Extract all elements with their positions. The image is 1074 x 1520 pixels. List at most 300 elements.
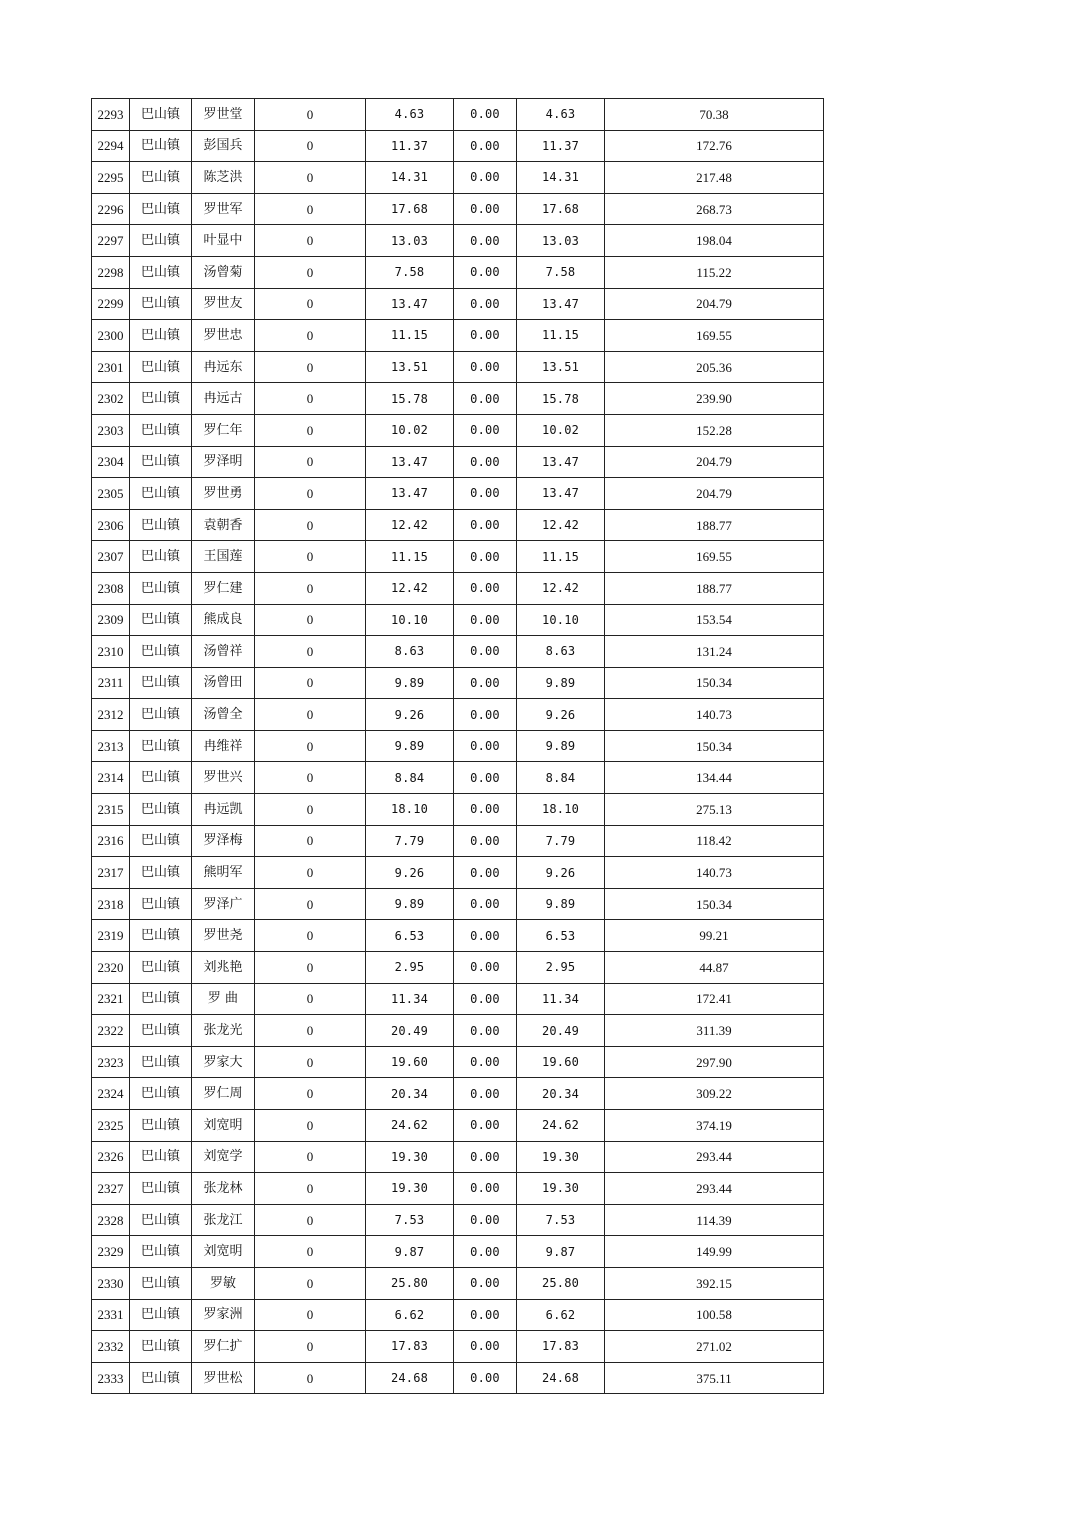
count-cell: 0 [255,762,366,794]
count-cell: 0 [255,1173,366,1205]
area-cell: 13.47 [366,288,454,320]
row-number-cell: 2300 [92,320,130,352]
net-area-cell: 17.83 [517,1331,605,1363]
name-cell: 冉远凯 [192,794,255,826]
count-cell: 0 [255,1046,366,1078]
row-number-cell: 2295 [92,162,130,194]
table-row [92,1299,824,1331]
amount-cell: 309.22 [605,1078,824,1110]
count-cell: 0 [255,193,366,225]
table-row [92,952,824,984]
net-area-cell: 11.34 [517,983,605,1015]
town-cell: 巴山镇 [130,604,192,636]
area-cell: 6.53 [366,920,454,952]
row-number-cell: 2330 [92,1267,130,1299]
area-cell: 6.62 [366,1299,454,1331]
town-cell: 巴山镇 [130,730,192,762]
amount-cell: 169.55 [605,541,824,573]
area-cell: 11.15 [366,320,454,352]
area-cell: 9.89 [366,730,454,762]
deduction-cell: 0.00 [454,99,517,131]
table-row [92,1331,824,1363]
name-cell: 冉远古 [192,383,255,415]
deduction-cell: 0.00 [454,162,517,194]
area-cell: 25.80 [366,1267,454,1299]
count-cell: 0 [255,1110,366,1142]
amount-cell: 297.90 [605,1046,824,1078]
count-cell: 0 [255,983,366,1015]
row-number-cell: 2294 [92,130,130,162]
name-cell: 熊成良 [192,604,255,636]
amount-cell: 150.34 [605,730,824,762]
deduction-cell: 0.00 [454,983,517,1015]
deduction-cell: 0.00 [454,1362,517,1394]
area-cell: 4.63 [366,99,454,131]
count-cell: 0 [255,636,366,668]
town-cell: 巴山镇 [130,256,192,288]
deduction-cell: 0.00 [454,383,517,415]
deduction-cell: 0.00 [454,888,517,920]
area-cell: 7.53 [366,1204,454,1236]
area-cell: 10.10 [366,604,454,636]
data-table [91,98,824,1394]
count-cell: 0 [255,604,366,636]
area-cell: 10.02 [366,414,454,446]
amount-cell: 150.34 [605,888,824,920]
table-row [92,825,824,857]
deduction-cell: 0.00 [454,636,517,668]
town-cell: 巴山镇 [130,130,192,162]
row-number-cell: 2313 [92,730,130,762]
net-area-cell: 2.95 [517,952,605,984]
name-cell: 罗世兴 [192,762,255,794]
town-cell: 巴山镇 [130,952,192,984]
amount-cell: 100.58 [605,1299,824,1331]
row-number-cell: 2304 [92,446,130,478]
name-cell: 罗仁年 [192,414,255,446]
count-cell: 0 [255,1362,366,1394]
name-cell: 张龙光 [192,1015,255,1047]
town-cell: 巴山镇 [130,1015,192,1047]
area-cell: 7.58 [366,256,454,288]
table-row [92,225,824,257]
area-cell: 13.47 [366,478,454,510]
amount-cell: 239.90 [605,383,824,415]
name-cell: 罗敏 [192,1267,255,1299]
table-row [92,572,824,604]
area-cell: 19.30 [366,1141,454,1173]
deduction-cell: 0.00 [454,193,517,225]
name-cell: 汤曾全 [192,699,255,731]
name-cell: 刘宽学 [192,1141,255,1173]
table-row [92,1267,824,1299]
name-cell: 罗泽广 [192,888,255,920]
net-area-cell: 9.26 [517,857,605,889]
amount-cell: 172.76 [605,130,824,162]
area-cell: 19.30 [366,1173,454,1205]
area-cell: 13.03 [366,225,454,257]
name-cell: 陈芝洪 [192,162,255,194]
count-cell: 0 [255,1015,366,1047]
town-cell: 巴山镇 [130,1362,192,1394]
town-cell: 巴山镇 [130,225,192,257]
deduction-cell: 0.00 [454,825,517,857]
table-row [92,920,824,952]
amount-cell: 172.41 [605,983,824,1015]
table-row [92,351,824,383]
name-cell: 罗世松 [192,1362,255,1394]
count-cell: 0 [255,730,366,762]
name-cell: 汤曾菊 [192,256,255,288]
amount-cell: 204.79 [605,288,824,320]
amount-cell: 188.77 [605,572,824,604]
count-cell: 0 [255,667,366,699]
count-cell: 0 [255,572,366,604]
table-row [92,383,824,415]
amount-cell: 44.87 [605,952,824,984]
net-area-cell: 9.89 [517,888,605,920]
area-cell: 19.60 [366,1046,454,1078]
net-area-cell: 7.79 [517,825,605,857]
name-cell: 罗世尧 [192,920,255,952]
name-cell: 罗世友 [192,288,255,320]
deduction-cell: 0.00 [454,952,517,984]
town-cell: 巴山镇 [130,1236,192,1268]
town-cell: 巴山镇 [130,1110,192,1142]
table-row [92,857,824,889]
table-body [92,99,824,1394]
deduction-cell: 0.00 [454,762,517,794]
name-cell: 张龙江 [192,1204,255,1236]
count-cell: 0 [255,99,366,131]
net-area-cell: 20.49 [517,1015,605,1047]
name-cell: 汤曾田 [192,667,255,699]
deduction-cell: 0.00 [454,351,517,383]
deduction-cell: 0.00 [454,1236,517,1268]
deduction-cell: 0.00 [454,857,517,889]
net-area-cell: 14.31 [517,162,605,194]
net-area-cell: 25.80 [517,1267,605,1299]
row-number-cell: 2326 [92,1141,130,1173]
deduction-cell: 0.00 [454,509,517,541]
table-row [92,478,824,510]
deduction-cell: 0.00 [454,288,517,320]
amount-cell: 188.77 [605,509,824,541]
amount-cell: 150.34 [605,667,824,699]
row-number-cell: 2322 [92,1015,130,1047]
area-cell: 7.79 [366,825,454,857]
net-area-cell: 7.53 [517,1204,605,1236]
net-area-cell: 6.53 [517,920,605,952]
area-cell: 17.68 [366,193,454,225]
net-area-cell: 17.68 [517,193,605,225]
name-cell: 罗仁周 [192,1078,255,1110]
deduction-cell: 0.00 [454,1204,517,1236]
net-area-cell: 19.30 [517,1141,605,1173]
area-cell: 11.15 [366,541,454,573]
count-cell: 0 [255,509,366,541]
amount-cell: 140.73 [605,857,824,889]
count-cell: 0 [255,351,366,383]
net-area-cell: 13.03 [517,225,605,257]
net-area-cell: 10.10 [517,604,605,636]
table-row [92,162,824,194]
deduction-cell: 0.00 [454,1046,517,1078]
area-cell: 17.83 [366,1331,454,1363]
count-cell: 0 [255,1331,366,1363]
table-row [92,636,824,668]
area-cell: 11.37 [366,130,454,162]
net-area-cell: 11.15 [517,541,605,573]
area-cell: 2.95 [366,952,454,984]
amount-cell: 153.54 [605,604,824,636]
net-area-cell: 7.58 [517,256,605,288]
amount-cell: 204.79 [605,478,824,510]
count-cell: 0 [255,288,366,320]
deduction-cell: 0.00 [454,446,517,478]
name-cell: 袁朝香 [192,509,255,541]
name-cell: 熊明军 [192,857,255,889]
amount-cell: 149.99 [605,1236,824,1268]
amount-cell: 205.36 [605,351,824,383]
row-number-cell: 2302 [92,383,130,415]
town-cell: 巴山镇 [130,1267,192,1299]
table-row [92,1362,824,1394]
table-row [92,446,824,478]
table-row [92,1141,824,1173]
amount-cell: 99.21 [605,920,824,952]
net-area-cell: 11.37 [517,130,605,162]
name-cell: 罗世堂 [192,99,255,131]
count-cell: 0 [255,857,366,889]
town-cell: 巴山镇 [130,857,192,889]
count-cell: 0 [255,414,366,446]
amount-cell: 204.79 [605,446,824,478]
amount-cell: 375.11 [605,1362,824,1394]
deduction-cell: 0.00 [454,1015,517,1047]
town-cell: 巴山镇 [130,1141,192,1173]
amount-cell: 374.19 [605,1110,824,1142]
deduction-cell: 0.00 [454,572,517,604]
deduction-cell: 0.00 [454,730,517,762]
amount-cell: 115.22 [605,256,824,288]
row-number-cell: 2308 [92,572,130,604]
town-cell: 巴山镇 [130,825,192,857]
amount-cell: 275.13 [605,794,824,826]
deduction-cell: 0.00 [454,541,517,573]
row-number-cell: 2321 [92,983,130,1015]
area-cell: 11.34 [366,983,454,1015]
count-cell: 0 [255,1078,366,1110]
area-cell: 13.51 [366,351,454,383]
town-cell: 巴山镇 [130,193,192,225]
town-cell: 巴山镇 [130,509,192,541]
amount-cell: 70.38 [605,99,824,131]
row-number-cell: 2311 [92,667,130,699]
area-cell: 14.31 [366,162,454,194]
table-row [92,699,824,731]
name-cell: 冉维祥 [192,730,255,762]
area-cell: 20.49 [366,1015,454,1047]
row-number-cell: 2293 [92,99,130,131]
count-cell: 0 [255,478,366,510]
net-area-cell: 24.62 [517,1110,605,1142]
count-cell: 0 [255,825,366,857]
table-row [92,288,824,320]
row-number-cell: 2298 [92,256,130,288]
town-cell: 巴山镇 [130,888,192,920]
row-number-cell: 2309 [92,604,130,636]
area-cell: 9.89 [366,667,454,699]
table-row [92,99,824,131]
net-area-cell: 13.51 [517,351,605,383]
amount-cell: 293.44 [605,1141,824,1173]
town-cell: 巴山镇 [130,446,192,478]
table-row [92,667,824,699]
deduction-cell: 0.00 [454,1299,517,1331]
table-row [92,983,824,1015]
name-cell: 汤曾祥 [192,636,255,668]
count-cell: 0 [255,130,366,162]
amount-cell: 293.44 [605,1173,824,1205]
table-row [92,414,824,446]
net-area-cell: 4.63 [517,99,605,131]
area-cell: 9.89 [366,888,454,920]
table-row [92,130,824,162]
town-cell: 巴山镇 [130,414,192,446]
amount-cell: 134.44 [605,762,824,794]
row-number-cell: 2318 [92,888,130,920]
count-cell: 0 [255,383,366,415]
table-row [92,888,824,920]
table-row [92,1015,824,1047]
town-cell: 巴山镇 [130,699,192,731]
net-area-cell: 11.15 [517,320,605,352]
row-number-cell: 2301 [92,351,130,383]
row-number-cell: 2317 [92,857,130,889]
row-number-cell: 2305 [92,478,130,510]
table-row [92,730,824,762]
area-cell: 9.87 [366,1236,454,1268]
row-number-cell: 2325 [92,1110,130,1142]
town-cell: 巴山镇 [130,162,192,194]
amount-cell: 217.48 [605,162,824,194]
name-cell: 刘宽明 [192,1110,255,1142]
row-number-cell: 2320 [92,952,130,984]
deduction-cell: 0.00 [454,794,517,826]
town-cell: 巴山镇 [130,1078,192,1110]
amount-cell: 140.73 [605,699,824,731]
town-cell: 巴山镇 [130,1046,192,1078]
net-area-cell: 10.02 [517,414,605,446]
town-cell: 巴山镇 [130,667,192,699]
row-number-cell: 2324 [92,1078,130,1110]
net-area-cell: 9.26 [517,699,605,731]
amount-cell: 271.02 [605,1331,824,1363]
row-number-cell: 2327 [92,1173,130,1205]
town-cell: 巴山镇 [130,478,192,510]
deduction-cell: 0.00 [454,1110,517,1142]
table-row [92,1236,824,1268]
count-cell: 0 [255,699,366,731]
net-area-cell: 19.60 [517,1046,605,1078]
count-cell: 0 [255,1204,366,1236]
deduction-cell: 0.00 [454,699,517,731]
count-cell: 0 [255,162,366,194]
count-cell: 0 [255,256,366,288]
town-cell: 巴山镇 [130,288,192,320]
area-cell: 20.34 [366,1078,454,1110]
amount-cell: 268.73 [605,193,824,225]
row-number-cell: 2328 [92,1204,130,1236]
name-cell: 罗家洲 [192,1299,255,1331]
row-number-cell: 2307 [92,541,130,573]
area-cell: 15.78 [366,383,454,415]
name-cell: 罗世勇 [192,478,255,510]
name-cell: 彭国兵 [192,130,255,162]
table-row [92,320,824,352]
area-cell: 13.47 [366,446,454,478]
town-cell: 巴山镇 [130,1204,192,1236]
name-cell: 罗世军 [192,193,255,225]
row-number-cell: 2306 [92,509,130,541]
amount-cell: 392.15 [605,1267,824,1299]
deduction-cell: 0.00 [454,604,517,636]
row-number-cell: 2315 [92,794,130,826]
net-area-cell: 12.42 [517,509,605,541]
count-cell: 0 [255,952,366,984]
town-cell: 巴山镇 [130,1173,192,1205]
table-row [92,762,824,794]
net-area-cell: 9.89 [517,667,605,699]
area-cell: 9.26 [366,857,454,889]
name-cell: 刘宽明 [192,1236,255,1268]
row-number-cell: 2314 [92,762,130,794]
town-cell: 巴山镇 [130,572,192,604]
table-row [92,1173,824,1205]
town-cell: 巴山镇 [130,541,192,573]
name-cell: 罗家大 [192,1046,255,1078]
row-number-cell: 2296 [92,193,130,225]
town-cell: 巴山镇 [130,383,192,415]
deduction-cell: 0.00 [454,667,517,699]
row-number-cell: 2331 [92,1299,130,1331]
net-area-cell: 8.63 [517,636,605,668]
row-number-cell: 2297 [92,225,130,257]
net-area-cell: 13.47 [517,288,605,320]
name-cell: 罗世忠 [192,320,255,352]
net-area-cell: 13.47 [517,446,605,478]
table-row [92,256,824,288]
table-row [92,604,824,636]
count-cell: 0 [255,1141,366,1173]
town-cell: 巴山镇 [130,1299,192,1331]
table-row [92,541,824,573]
table-row [92,1110,824,1142]
count-cell: 0 [255,1236,366,1268]
net-area-cell: 24.68 [517,1362,605,1394]
deduction-cell: 0.00 [454,320,517,352]
deduction-cell: 0.00 [454,1267,517,1299]
net-area-cell: 18.10 [517,794,605,826]
town-cell: 巴山镇 [130,794,192,826]
row-number-cell: 2316 [92,825,130,857]
net-area-cell: 13.47 [517,478,605,510]
row-number-cell: 2332 [92,1331,130,1363]
name-cell: 罗泽明 [192,446,255,478]
net-area-cell: 8.84 [517,762,605,794]
area-cell: 9.26 [366,699,454,731]
